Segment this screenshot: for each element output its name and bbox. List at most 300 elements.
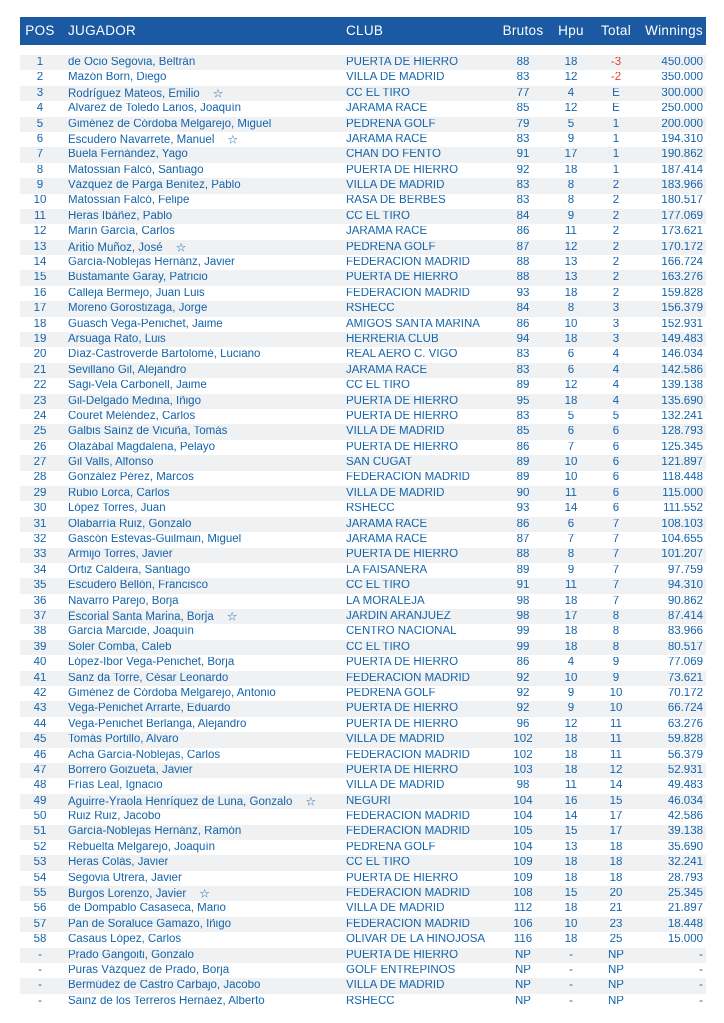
player-cell (60, 241, 346, 255)
pos-cell: 32 (33, 534, 47, 546)
total-cell: 18 (609, 857, 623, 869)
player-name: Galbis Saínz de Vicuña, Tomás (68, 426, 228, 438)
table-row (20, 363, 706, 378)
player-name: Tomás Portillo, Alvaro (68, 734, 179, 746)
hpu-cell: 18 (564, 626, 578, 638)
hpu-cell: - (569, 995, 573, 1007)
hpu-cell: - (569, 980, 573, 992)
player-name: Couret Meléndez, Carlos (68, 410, 196, 422)
club-cell: REAL AERO C. VIGO (346, 349, 458, 361)
player-name: Gil Valls, Alfonso (68, 457, 154, 469)
results-table-body (20, 55, 706, 1009)
pos-cell: 42 (33, 687, 47, 699)
winnings-cell: 180.517 (661, 195, 703, 207)
winnings-cell: 200.000 (661, 118, 703, 130)
col-header-brutos: Brutos (502, 24, 544, 38)
hpu-cell: 18 (564, 287, 578, 299)
player-cell (60, 565, 346, 577)
player-name: González Pérez, Marcos (68, 472, 194, 484)
player-cell (60, 519, 346, 531)
club-cell: VILLA DE MADRID (346, 903, 445, 915)
hpu-cell: 7 (567, 534, 575, 546)
brutos-cell: NP (515, 964, 531, 976)
club-cell: CC EL TIRO (346, 857, 410, 869)
pos-cell: 12 (33, 226, 47, 238)
hpu-cell: 18 (564, 641, 578, 653)
pos-cell: 6 (36, 133, 44, 145)
brutos-cell: 112 (513, 903, 533, 915)
player-cell (60, 426, 346, 438)
total-cell: 6 (612, 472, 620, 484)
pos-cell: 27 (33, 457, 47, 469)
pos-cell: 49 (33, 795, 47, 807)
table-row (20, 132, 706, 147)
total-cell: 10 (609, 703, 623, 715)
winnings-cell: 21.897 (667, 903, 703, 915)
pos-cell: 36 (33, 595, 47, 607)
pos-cell: 35 (33, 580, 47, 592)
player-cell (60, 934, 346, 946)
player-cell (60, 334, 346, 346)
pos-cell: 44 (33, 718, 47, 730)
club-cell: NEGURI (346, 795, 391, 807)
club-cell: PUERTA DE HIERRO (346, 764, 459, 776)
pos-cell: 7 (36, 149, 44, 161)
table-row (20, 86, 706, 101)
brutos-cell: 109 (513, 857, 533, 869)
total-cell: 10 (609, 687, 623, 699)
winnings-cell: 59.828 (667, 734, 703, 746)
club-cell: PUERTA DE HIERRO (346, 272, 459, 284)
winnings-cell: 146.034 (661, 349, 703, 361)
total-cell: 20 (609, 888, 623, 900)
brutos-cell: 99 (516, 641, 530, 653)
player-name: Bermúdez de Castro Carbajo, Jacobo (68, 980, 261, 992)
hpu-cell: 6 (567, 364, 575, 376)
player-name: Aguirre-Yraola Henríquez de Luna, Gonzalo (68, 795, 293, 808)
winnings-cell: 128.793 (661, 426, 703, 438)
player-cell (60, 980, 346, 992)
hpu-cell: 10 (564, 918, 578, 930)
player-name: Navarro Parejo, Borja (68, 595, 179, 607)
brutos-cell: 105 (513, 826, 533, 838)
player-cell (60, 349, 346, 361)
winnings-cell: 149.483 (661, 333, 703, 345)
table-row (20, 409, 706, 424)
total-cell: 4 (612, 349, 620, 361)
total-cell: 2 (612, 272, 620, 284)
player-name: Arsuaga Rato, Luis (68, 333, 166, 345)
brutos-cell: 83 (516, 410, 530, 422)
club-cell: JARAMA RACE (346, 364, 428, 376)
player-name: Acha García-Noblejas, Carlos (68, 749, 221, 761)
player-name: Giménez de Córdoba Melgarejo, Miguel (68, 118, 272, 130)
brutos-cell: 84 (516, 210, 530, 222)
table-row (20, 978, 706, 993)
brutos-cell: 89 (516, 380, 530, 392)
winnings-cell: 177.069 (661, 210, 703, 222)
player-name: Vázquez de Parga Benítez, Pablo (68, 180, 241, 192)
total-cell: 7 (612, 564, 620, 576)
pos-cell: 46 (33, 749, 47, 761)
club-cell: PUERTA DE HIERRO (346, 703, 459, 715)
hpu-cell: 11 (565, 487, 577, 499)
table-row (20, 932, 706, 947)
pos-cell: 26 (33, 441, 47, 453)
club-cell: JARAMA RACE (346, 133, 428, 145)
club-cell: FEDERACIÓN MADRID (346, 257, 470, 269)
brutos-cell: 93 (516, 287, 530, 299)
winnings-cell: - (699, 949, 703, 961)
hpu-cell: 9 (567, 564, 575, 576)
player-name: de Ocio Segovia, Beltrán (68, 56, 196, 68)
brutos-cell: 106 (513, 918, 533, 930)
star-icon: ☆ (305, 794, 317, 809)
player-cell (60, 734, 346, 746)
player-name: Ruiz Ruiz, Jacobo (68, 811, 161, 823)
brutos-cell: 77 (516, 87, 530, 99)
winnings-cell: 42.586 (667, 811, 703, 823)
pos-cell: 21 (33, 364, 47, 376)
player-cell (60, 673, 346, 685)
brutos-cell: 89 (516, 457, 530, 469)
total-cell: 4 (612, 395, 620, 407)
pos-cell: 51 (33, 826, 47, 838)
total-cell: 2 (612, 210, 620, 222)
table-row (20, 255, 706, 270)
pos-cell: 54 (33, 872, 47, 884)
player-name: Sagi-Vela Carbonell, Jaime (68, 380, 207, 392)
player-name: Heras Ibáñez, Pablo (68, 210, 173, 222)
total-cell: 1 (612, 149, 620, 161)
total-cell: 6 (612, 487, 620, 499)
table-row (20, 901, 706, 916)
club-cell: PEDREÑA GOLF (346, 118, 436, 130)
col-header-pos: POS (25, 24, 55, 38)
table-row (20, 486, 706, 501)
brutos-cell: 85 (516, 426, 530, 438)
player-name: García-Noblejas Hernánz, Javier (68, 257, 235, 269)
winnings-cell: 163.276 (661, 272, 703, 284)
club-cell: AMIGOS SANTA MARINA (346, 318, 480, 330)
pos-cell: 40 (33, 657, 47, 669)
table-row (20, 70, 706, 85)
total-cell: NP (608, 995, 624, 1007)
pos-cell: 45 (33, 734, 47, 746)
player-name: Pan de Soraluce Gamazo, Iñigo (68, 918, 232, 930)
player-name: Olazábal Magdalena, Pelayo (68, 441, 216, 453)
player-cell (60, 488, 346, 500)
hpu-cell: 7 (567, 441, 575, 453)
total-cell: 4 (612, 364, 620, 376)
winnings-cell: 166.724 (661, 257, 703, 269)
brutos-cell: 83 (516, 195, 530, 207)
winnings-cell: 115.000 (662, 487, 703, 499)
star-icon: ☆ (175, 240, 187, 255)
table-row (20, 270, 706, 285)
player-cell (60, 180, 346, 192)
hpu-cell: 9 (567, 210, 575, 222)
player-cell (60, 688, 346, 700)
winnings-cell: 35.690 (667, 841, 703, 853)
club-cell: JARAMA RACE (346, 226, 428, 238)
pos-cell: 31 (33, 518, 47, 530)
brutos-cell: 88 (516, 257, 530, 269)
brutos-cell: 93 (516, 503, 530, 515)
total-cell: 3 (612, 318, 620, 330)
club-cell: JARAMA RACE (346, 534, 428, 546)
pos-cell: 30 (33, 503, 47, 515)
player-name: Vega-Penichet Berlanga, Alejandro (68, 718, 247, 730)
col-header-hpu: Hpu (558, 24, 584, 38)
total-cell: 18 (609, 872, 623, 884)
hpu-cell: 18 (564, 164, 578, 176)
pos-cell: 23 (33, 395, 47, 407)
winnings-cell: 118.448 (662, 472, 703, 484)
hpu-cell: 12 (564, 718, 578, 730)
player-name: Puras Vázquez de Prado, Borja (68, 964, 230, 976)
player-cell (60, 610, 346, 624)
brutos-cell: 92 (516, 703, 530, 715)
brutos-cell: 79 (516, 118, 530, 130)
brutos-cell: 92 (516, 687, 530, 699)
winnings-cell: 49.483 (667, 780, 703, 792)
hpu-cell: 5 (567, 410, 575, 422)
pos-cell: 57 (33, 918, 47, 930)
club-cell: JARDIN ARANJUEZ (346, 611, 451, 622)
table-row (20, 717, 706, 732)
club-cell: PUERTA DE HIERRO (346, 410, 459, 422)
total-cell: 1 (612, 164, 620, 176)
player-name: Segovia Utrera, Javier (68, 872, 182, 884)
player-cell (60, 272, 346, 284)
total-cell: 7 (612, 580, 620, 592)
brutos-cell: 91 (516, 149, 530, 161)
hpu-cell: 18 (564, 395, 578, 407)
brutos-cell: 83 (516, 72, 530, 84)
table-row (20, 424, 706, 439)
hpu-cell: 8 (567, 195, 575, 207)
player-name: Calleja Bermejo, Juan Luis (68, 287, 205, 299)
hpu-cell: 16 (564, 795, 578, 807)
club-cell: VILLA DE MADRID (346, 487, 445, 499)
player-cell (60, 457, 346, 469)
total-cell: 2 (612, 226, 620, 238)
pos-cell: 43 (33, 703, 47, 715)
hpu-cell: 18 (564, 764, 578, 776)
brutos-cell: 90 (516, 487, 530, 499)
brutos-cell: 91 (516, 580, 530, 592)
brutos-cell: 88 (516, 56, 530, 68)
club-cell: FEDERACIÓN MADRID (346, 826, 470, 838)
player-cell (60, 149, 346, 161)
player-name: Álvarez de Toledo Larios, Joaquín (68, 103, 242, 115)
club-cell: CC EL TIRO (346, 580, 410, 592)
table-row (20, 286, 706, 301)
brutos-cell: 86 (516, 318, 530, 330)
hpu-cell: 12 (564, 241, 578, 253)
brutos-cell: 96 (516, 718, 530, 730)
winnings-cell: 32.241 (667, 857, 703, 869)
pos-cell: 10 (33, 195, 47, 207)
hpu-cell: 9 (567, 133, 575, 145)
hpu-cell: 15 (564, 888, 578, 900)
hpu-cell: 4 (567, 87, 575, 99)
pos-cell: 20 (33, 349, 47, 361)
pos-cell: 34 (33, 564, 47, 576)
player-cell (60, 596, 346, 608)
table-row (20, 394, 706, 409)
winnings-cell: - (699, 995, 703, 1007)
player-name: Escorial Santa Marina, Borja (68, 611, 214, 623)
col-header-club: CLUB (346, 24, 384, 38)
total-cell: 9 (612, 672, 620, 684)
table-row (20, 578, 706, 593)
club-cell: PUERTA DE HIERRO (346, 718, 459, 730)
winnings-cell: 52.931 (667, 764, 703, 776)
winnings-cell: 183.966 (661, 180, 703, 192)
club-cell: CC EL TIRO (346, 210, 410, 222)
pos-cell: 41 (33, 672, 47, 684)
brutos-cell: 116 (513, 934, 533, 946)
hpu-cell: 12 (564, 72, 578, 84)
table-row (20, 840, 706, 855)
winnings-cell: 156.379 (661, 303, 703, 315)
club-cell: GOLF ENTREPINOS (346, 964, 456, 976)
total-cell: 3 (612, 333, 620, 345)
brutos-cell: 83 (516, 364, 530, 376)
winnings-cell: 152.931 (661, 318, 703, 330)
pos-cell: 19 (33, 333, 47, 345)
winnings-cell: 39.138 (667, 826, 703, 838)
table-row (20, 332, 706, 347)
player-cell (60, 873, 346, 885)
table-row (20, 701, 706, 716)
winnings-cell: 142.586 (661, 364, 703, 376)
player-name: Moreno Gorostizaga, Jorge (68, 303, 208, 315)
winnings-cell: 187.414 (661, 164, 703, 176)
winnings-cell: 104.655 (661, 534, 703, 546)
hpu-cell: 17 (564, 611, 578, 622)
hpu-cell: 18 (564, 595, 578, 607)
table-row (20, 855, 706, 870)
club-cell: VILLA DE MADRID (346, 72, 445, 84)
table-row (20, 886, 706, 901)
club-cell: PUERTA DE HIERRO (346, 164, 459, 176)
player-name: Bustamante Garay, Patricio (68, 272, 208, 284)
hpu-cell: 12 (564, 103, 578, 115)
hpu-cell: 5 (567, 118, 575, 130)
winnings-cell: 139.138 (661, 380, 703, 392)
club-cell: FEDERACIÓN MADRID (346, 918, 470, 930)
table-row (20, 871, 706, 886)
player-cell (60, 396, 346, 408)
hpu-cell: 8 (567, 303, 575, 315)
winnings-cell: 250.000 (661, 103, 703, 115)
winnings-cell: 66.724 (667, 703, 703, 715)
brutos-cell: NP (515, 995, 531, 1007)
total-cell: 2 (612, 287, 620, 299)
pos-cell: 58 (33, 934, 47, 946)
total-cell: 11 (610, 718, 622, 730)
winnings-cell: 350.000 (661, 72, 703, 84)
winnings-cell: 132.241 (661, 410, 703, 422)
club-cell: FEDERACIÓN MADRID (346, 749, 470, 761)
results-table (20, 17, 706, 1009)
total-cell: 7 (612, 534, 620, 546)
player-name: Olabarría Ruiz, Gonzalo (68, 518, 192, 530)
club-cell: JARAMA RACE (346, 518, 428, 530)
table-row (20, 640, 706, 655)
total-cell: 17 (609, 826, 623, 838)
brutos-cell: 92 (516, 164, 530, 176)
total-cell: 5 (612, 410, 620, 422)
club-cell: VILLA DE MADRID (346, 734, 445, 746)
winnings-cell: 194.310 (661, 133, 703, 145)
pos-cell: - (38, 949, 42, 961)
brutos-cell: 104 (513, 841, 533, 853)
club-cell: PUERTA DE HIERRO (346, 657, 459, 669)
col-header-total: Total (600, 24, 632, 38)
club-cell: SAN CUGAT (346, 457, 413, 469)
club-cell: PEDREÑA GOLF (346, 841, 436, 853)
winnings-cell: 108.103 (661, 518, 703, 530)
player-cell (60, 226, 346, 238)
brutos-cell: 86 (516, 226, 530, 238)
brutos-cell: 98 (516, 611, 530, 622)
hpu-cell: 9 (567, 687, 575, 699)
player-name: Giménez de Córdoba Melgarejo, Antonio (68, 687, 276, 699)
table-row (20, 548, 706, 563)
brutos-cell: 87 (516, 534, 530, 546)
pos-cell: 52 (33, 841, 47, 853)
player-name: Sanz da Torre, César Leonardo (68, 672, 229, 684)
pos-cell: 37 (33, 611, 47, 622)
brutos-cell: 104 (513, 811, 533, 823)
pos-cell: 18 (33, 318, 47, 330)
player-name: López Torres, Juan (68, 503, 166, 515)
table-row (20, 532, 706, 547)
table-row (20, 763, 706, 778)
total-cell: 6 (612, 457, 620, 469)
table-row (20, 471, 706, 486)
club-cell: RSHECC (346, 503, 395, 515)
pos-cell: 9 (36, 180, 44, 192)
player-cell (60, 119, 346, 131)
club-cell: PUERTA DE HIERRO (346, 395, 459, 407)
table-row (20, 209, 706, 224)
brutos-cell: NP (515, 980, 531, 992)
pos-cell: 13 (33, 241, 47, 253)
player-name: Matossian Falcó, Felipe (68, 195, 190, 207)
club-cell: CC EL TIRO (346, 87, 410, 99)
winnings-cell: 56.379 (667, 749, 703, 761)
hpu-cell: 10 (564, 457, 578, 469)
club-cell: RASA DE BERBES (346, 195, 446, 207)
brutos-cell: 86 (516, 441, 530, 453)
winnings-cell: 135.690 (661, 395, 703, 407)
club-cell: OLIVAR DE LA HINOJOSA (346, 934, 486, 946)
hpu-cell: 18 (564, 333, 578, 345)
player-name: Heras Colás, Javier (68, 857, 169, 869)
brutos-cell: 86 (516, 657, 530, 669)
pos-cell: 48 (33, 780, 47, 792)
player-cell (60, 780, 346, 792)
pos-cell: - (38, 980, 42, 992)
table-row (20, 455, 706, 470)
player-cell (60, 472, 346, 484)
club-cell: CC EL TIRO (346, 380, 410, 392)
